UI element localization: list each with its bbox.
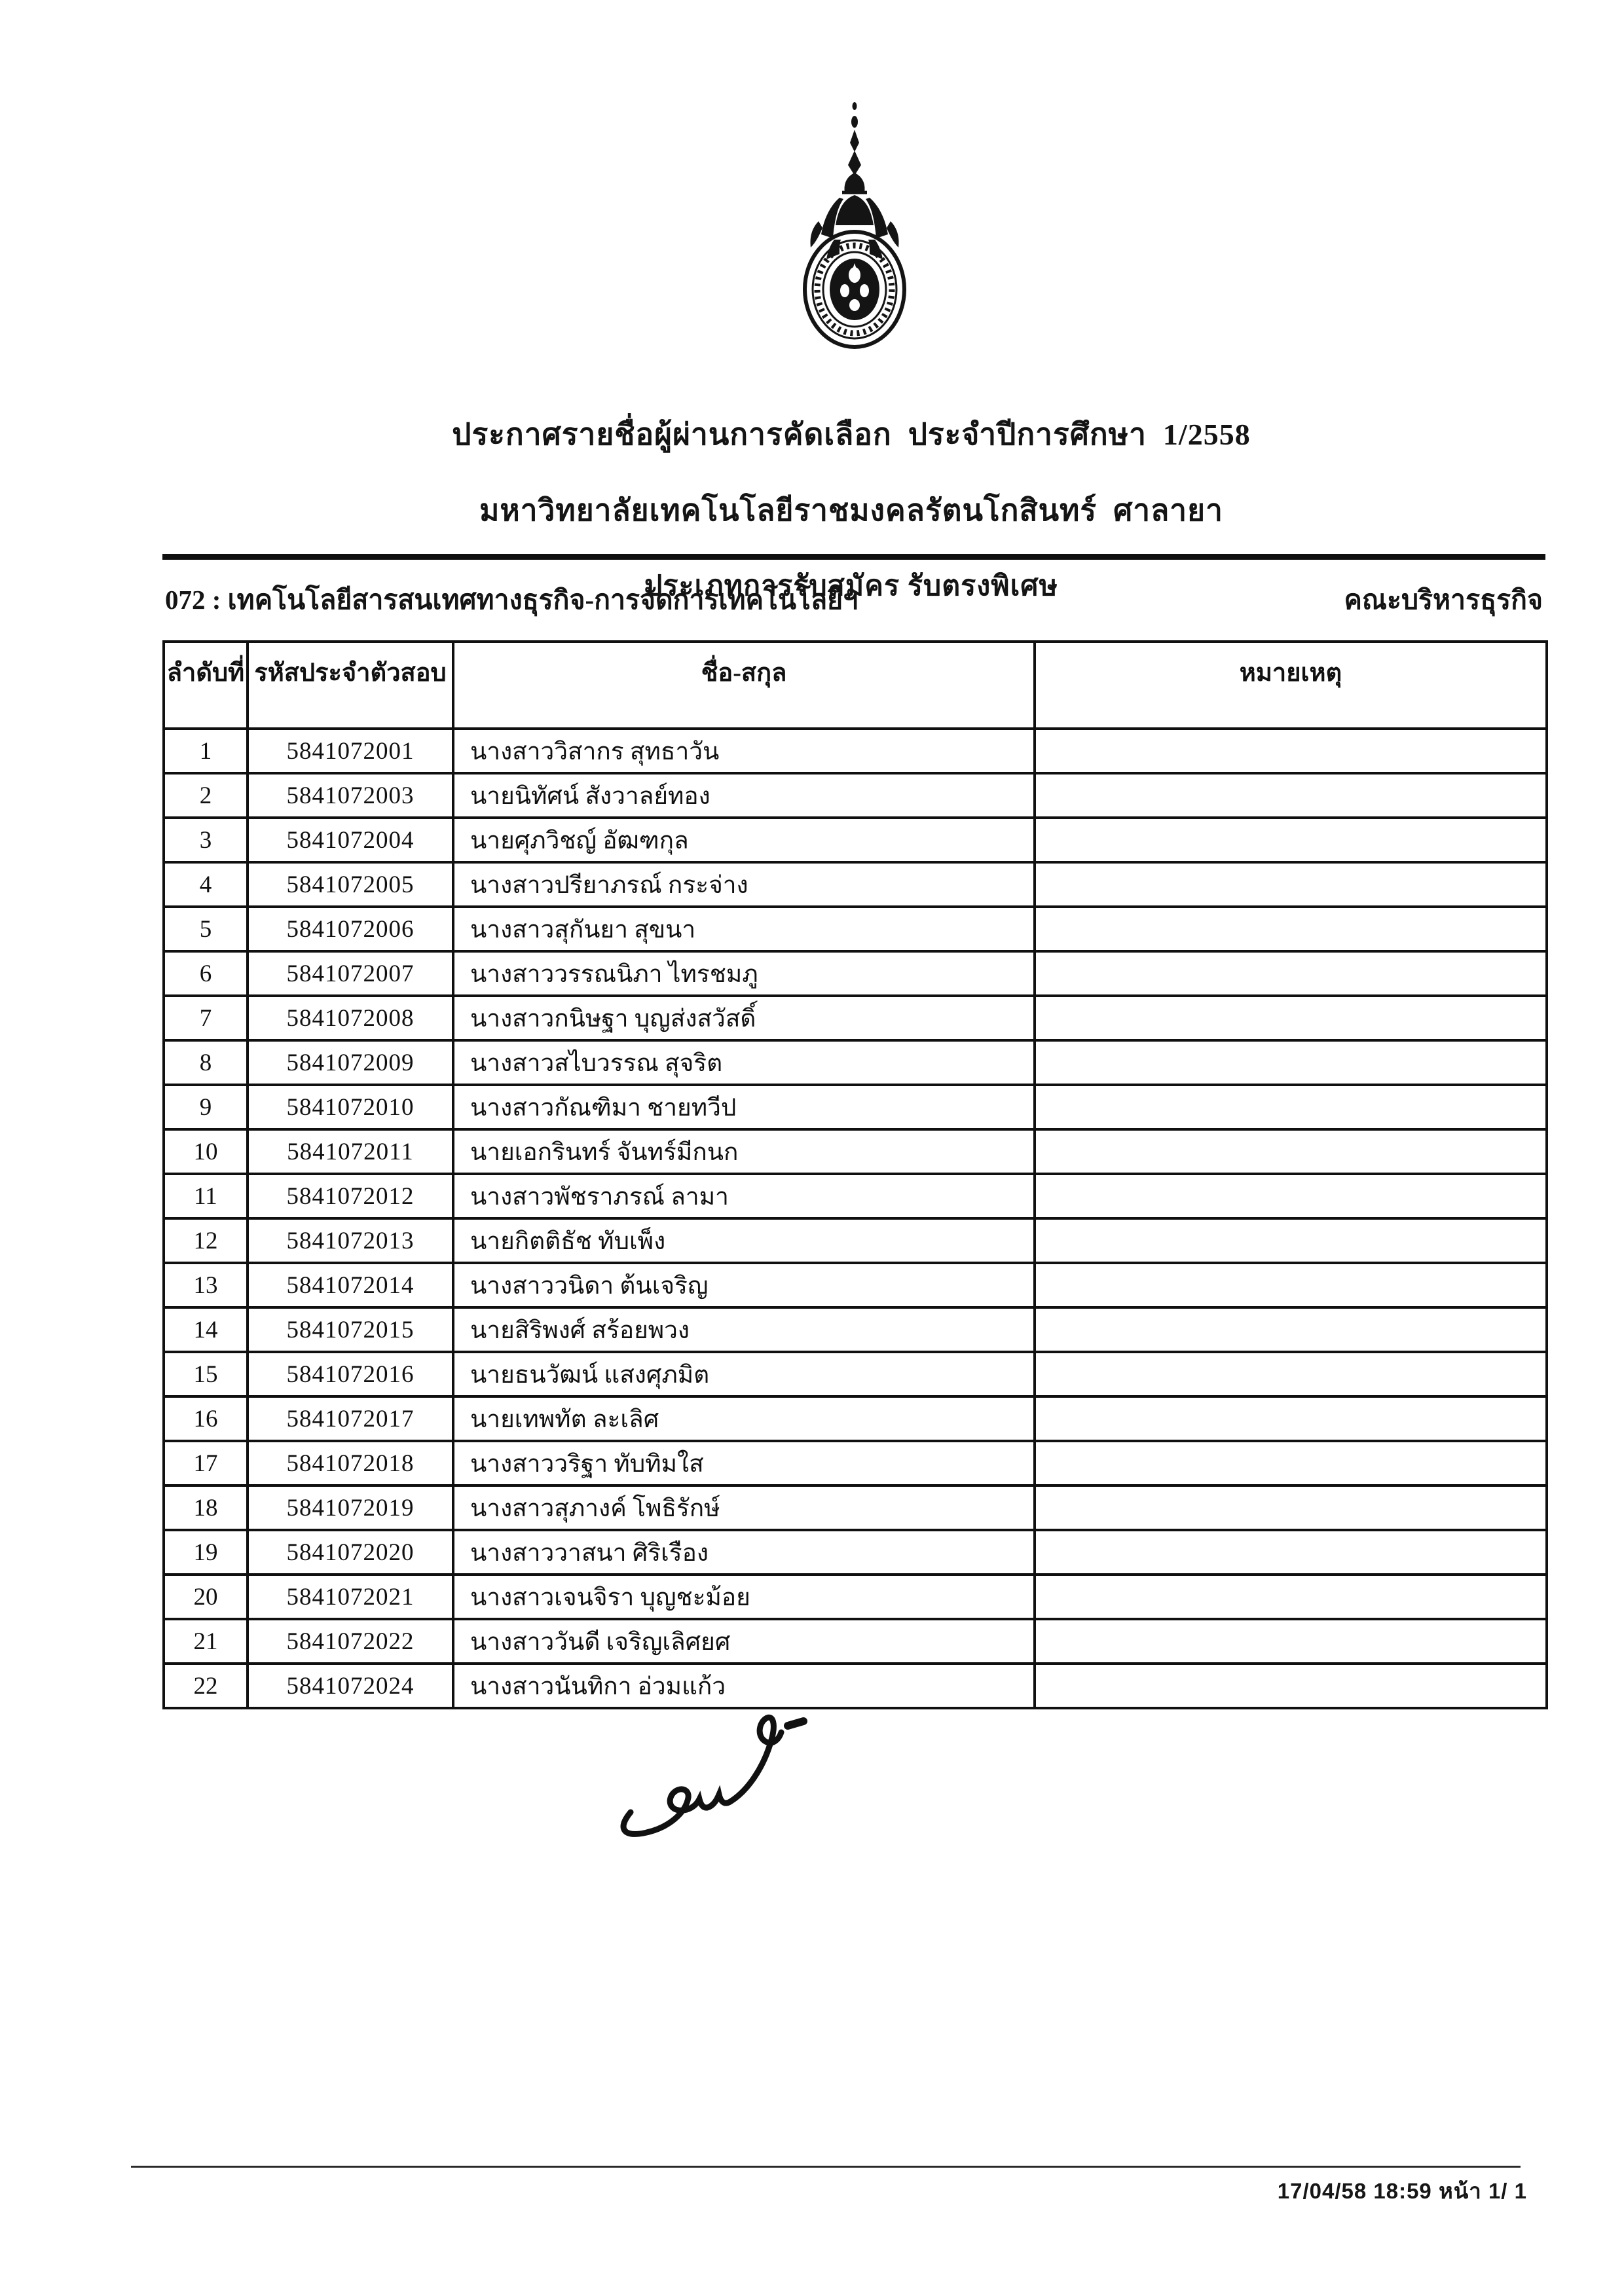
table-row xyxy=(164,1575,1547,1619)
table-row xyxy=(164,1352,1547,1396)
row-id-cell: 5841072005 xyxy=(248,862,453,907)
row-name-cell: นางสาวสุภางค์ โพธิรักษ์ xyxy=(453,1485,1035,1530)
row-no-cell: 3 xyxy=(164,818,248,862)
row-id-cell: 5841072018 xyxy=(248,1441,453,1485)
row-name-cell: นายเทพทัต ละเลิศ xyxy=(453,1396,1035,1441)
print-timestamp-page-number: 17/04/58 18:59 หน้า 1/ 1 xyxy=(1277,2179,1527,2203)
title-line-1: ประกาศรายชื่อผู้ผ่านการคัดเลือก ประจำปีการศึกษา 1/2558 xyxy=(452,418,1251,451)
table-row xyxy=(164,1085,1547,1129)
row-id-cell: 5841072003 xyxy=(248,773,453,818)
row-id-cell: 5841072022 xyxy=(248,1619,453,1664)
row-no-cell: 5 xyxy=(164,907,248,951)
row-no-cell: 4 xyxy=(164,862,248,907)
row-no-cell: 22 xyxy=(164,1664,248,1708)
row-no-cell: 15 xyxy=(164,1352,248,1396)
row-id-cell: 5841072012 xyxy=(248,1174,453,1218)
row-no-cell: 9 xyxy=(164,1085,248,1129)
row-id-cell: 5841072019 xyxy=(248,1485,453,1530)
row-remark-cell xyxy=(1035,862,1547,907)
row-remark-cell xyxy=(1035,1307,1547,1352)
row-id-cell: 5841072009 xyxy=(248,1040,453,1085)
row-no-cell: 18 xyxy=(164,1485,248,1530)
row-name-cell: นายธนวัฒน์ แสงศุภมิต xyxy=(453,1352,1035,1396)
row-remark-cell xyxy=(1035,1575,1547,1619)
row-name-cell: นางสาวกนิษฐา บุญส่งสวัสดิ์ xyxy=(453,996,1035,1040)
row-id-cell: 5841072001 xyxy=(248,729,453,773)
table-row xyxy=(164,996,1547,1040)
row-name-cell: นายนิทัศน์ สังวาลย์ทอง xyxy=(453,773,1035,818)
table-row xyxy=(164,1619,1547,1664)
row-name-cell: นายกิตติธัช ทับเพ็ง xyxy=(453,1218,1035,1263)
table-row xyxy=(164,862,1547,907)
title-line-2: มหาวิทยาลัยเทคโนโลยีราชมงคลรัตนโกสินทร์ ศาลายา xyxy=(479,494,1223,527)
footer-rule xyxy=(131,2166,1521,2168)
row-no-cell: 7 xyxy=(164,996,248,1040)
row-no-cell: 21 xyxy=(164,1619,248,1664)
col-header-id: รหัสประจำตัวสอบ xyxy=(248,642,453,729)
row-name-cell: นายเอกรินทร์ จันทร์มีกนก xyxy=(453,1129,1035,1174)
table-row xyxy=(164,1174,1547,1218)
row-id-cell: 5841072010 xyxy=(248,1085,453,1129)
row-no-cell: 12 xyxy=(164,1218,248,1263)
row-remark-cell xyxy=(1035,729,1547,773)
table-row xyxy=(164,907,1547,951)
row-no-cell: 8 xyxy=(164,1040,248,1085)
row-remark-cell xyxy=(1035,1129,1547,1174)
row-no-cell: 20 xyxy=(164,1575,248,1619)
table-header-row xyxy=(164,642,1547,729)
row-id-cell: 5841072015 xyxy=(248,1307,453,1352)
row-no-cell: 10 xyxy=(164,1129,248,1174)
row-no-cell: 19 xyxy=(164,1530,248,1575)
row-remark-cell xyxy=(1035,1352,1547,1396)
faculty-label: คณะบริหารธุรกิจ xyxy=(1344,585,1543,615)
table-row xyxy=(164,1530,1547,1575)
row-remark-cell xyxy=(1035,1530,1547,1575)
row-remark-cell xyxy=(1035,818,1547,862)
row-remark-cell xyxy=(1035,907,1547,951)
row-no-cell: 16 xyxy=(164,1396,248,1441)
row-id-cell: 5841072017 xyxy=(248,1396,453,1441)
candidate-table xyxy=(162,640,1548,1709)
row-name-cell: นางสาวเจนจิรา บุญชะม้อย xyxy=(453,1575,1035,1619)
table-row xyxy=(164,1664,1547,1708)
row-name-cell: นางสาวพัชราภรณ์ ลามา xyxy=(453,1174,1035,1218)
horizontal-rule xyxy=(162,554,1545,560)
row-name-cell: นางสาวปรียาภรณ์ กระจ่าง xyxy=(453,862,1035,907)
table-body xyxy=(164,729,1547,1708)
row-name-cell: นางสาวสุกันยา สุขนา xyxy=(453,907,1035,951)
table-row xyxy=(164,1040,1547,1085)
row-name-cell: นายสิริพงศ์ สร้อยพวง xyxy=(453,1307,1035,1352)
row-remark-cell xyxy=(1035,1174,1547,1218)
table-row xyxy=(164,773,1547,818)
row-id-cell: 5841072007 xyxy=(248,951,453,996)
row-remark-cell xyxy=(1035,1085,1547,1129)
row-remark-cell xyxy=(1035,1263,1547,1307)
table-row xyxy=(164,1263,1547,1307)
row-name-cell: นางสาววริฐา ทับทิมใส xyxy=(453,1441,1035,1485)
section-header-row xyxy=(165,579,1543,621)
row-no-cell: 1 xyxy=(164,729,248,773)
row-id-cell: 5841072011 xyxy=(248,1129,453,1174)
title-line-3: ประเภทการรับสมัคร รับตรงพิเศษ xyxy=(644,571,1058,602)
row-name-cell: นางสาวกัณฑิมา ชายทวีป xyxy=(453,1085,1035,1129)
row-name-cell: นางสาววันดี เจริญเลิศยศ xyxy=(453,1619,1035,1664)
table-row xyxy=(164,1307,1547,1352)
row-no-cell: 17 xyxy=(164,1441,248,1485)
row-no-cell: 14 xyxy=(164,1307,248,1352)
row-id-cell: 5841072006 xyxy=(248,907,453,951)
row-remark-cell xyxy=(1035,1441,1547,1485)
row-id-cell: 5841072021 xyxy=(248,1575,453,1619)
university-crest-icon xyxy=(784,100,925,352)
table-row xyxy=(164,1129,1547,1174)
row-remark-cell xyxy=(1035,1396,1547,1441)
row-id-cell: 5841072020 xyxy=(248,1530,453,1575)
row-id-cell: 5841072008 xyxy=(248,996,453,1040)
row-name-cell: นางสาววรรณนิภา ไทรชมภู xyxy=(453,951,1035,996)
table-row xyxy=(164,1396,1547,1441)
row-name-cell: นางสาวนันทิกา อ่วมแก้ว xyxy=(453,1664,1035,1708)
row-remark-cell xyxy=(1035,951,1547,996)
row-remark-cell xyxy=(1035,1485,1547,1530)
row-no-cell: 2 xyxy=(164,773,248,818)
handwritten-signature xyxy=(612,1700,815,1857)
row-id-cell: 5841072014 xyxy=(248,1263,453,1307)
table-row xyxy=(164,1441,1547,1485)
row-no-cell: 13 xyxy=(164,1263,248,1307)
row-remark-cell xyxy=(1035,1218,1547,1263)
table-row xyxy=(164,818,1547,862)
row-name-cell: นางสาวสไบวรรณ สุจริต xyxy=(453,1040,1035,1085)
table-row xyxy=(164,1218,1547,1263)
row-remark-cell xyxy=(1035,996,1547,1040)
col-header-remark: หมายเหตุ xyxy=(1035,642,1547,729)
table-row xyxy=(164,951,1547,996)
row-remark-cell xyxy=(1035,1040,1547,1085)
row-remark-cell xyxy=(1035,1619,1547,1664)
row-no-cell: 6 xyxy=(164,951,248,996)
row-name-cell: นางสาววนิดา ต้นเจริญ xyxy=(453,1263,1035,1307)
row-id-cell: 5841072013 xyxy=(248,1218,453,1263)
row-id-cell: 5841072016 xyxy=(248,1352,453,1396)
row-name-cell: นางสาววิสากร สุทธาวัน xyxy=(453,729,1035,773)
row-no-cell: 11 xyxy=(164,1174,248,1218)
row-name-cell: นายศุภวิชญ์ อัฒฑกุล xyxy=(453,818,1035,862)
table-row xyxy=(164,729,1547,773)
col-header-no: ลำดับที่ xyxy=(164,642,248,729)
table-row xyxy=(164,1485,1547,1530)
row-remark-cell xyxy=(1035,1664,1547,1708)
row-name-cell: นางสาววาสนา ศิริเรือง xyxy=(453,1530,1035,1575)
program-code-label: 072 : เทคโนโลยีสารสนเทศทางธุรกิจ-การจัดการเทคโนโลยีฯ xyxy=(165,585,858,615)
row-id-cell: 5841072004 xyxy=(248,818,453,862)
row-remark-cell xyxy=(1035,773,1547,818)
row-id-cell: 5841072024 xyxy=(248,1664,453,1708)
col-header-name: ชื่อ-สกุล xyxy=(453,642,1035,729)
